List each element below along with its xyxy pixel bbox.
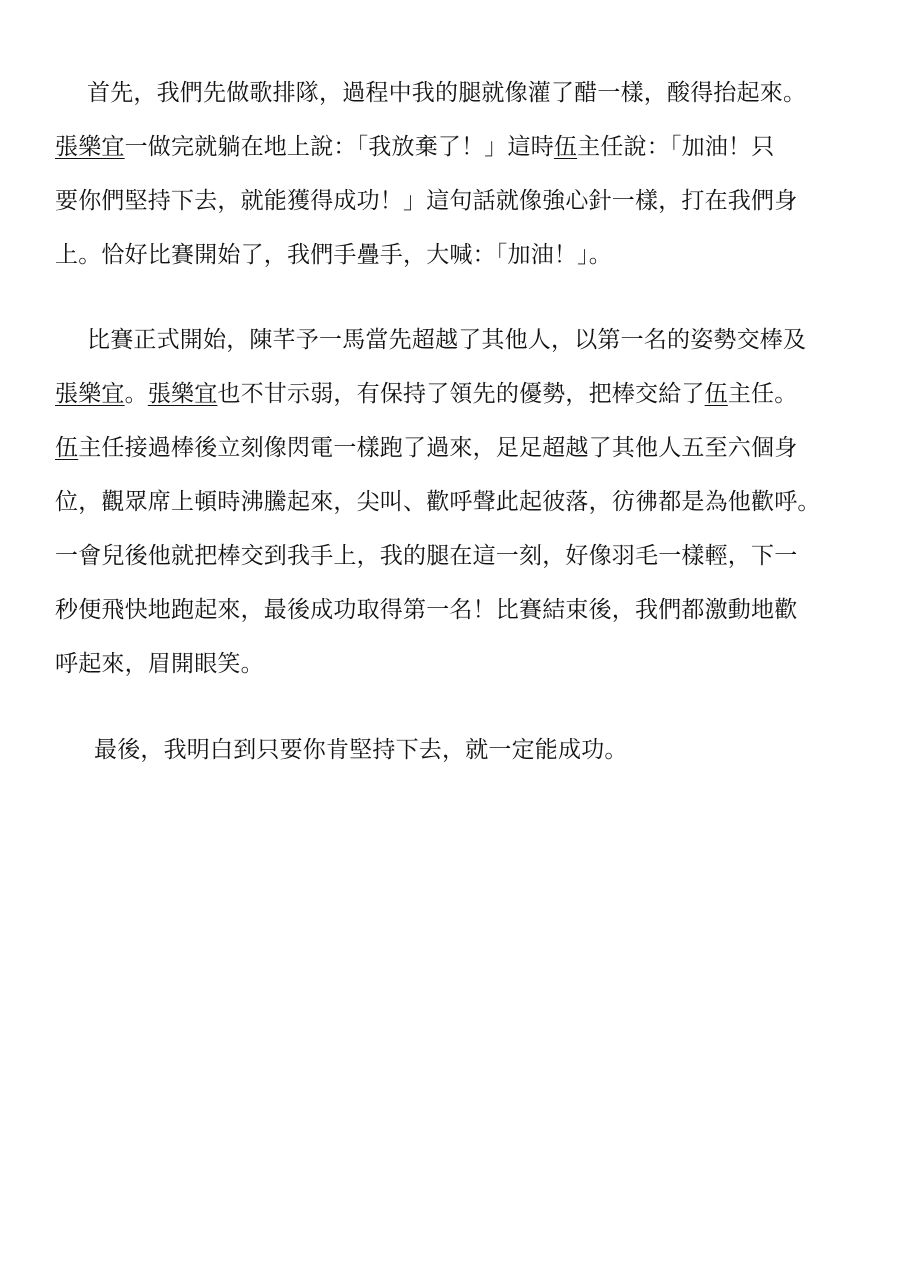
underlined-name: 張樂宜 [55,134,125,160]
text-line [55,475,855,529]
text-line [55,120,855,174]
text-run: 首先，我們先做歌排隊，過程中我的腿就像灌了醋一樣，酸得抬起來。 [87,80,807,106]
text-run: 主任說：「加油！只 [577,134,775,160]
text-line [55,313,855,367]
text-run: 一會兒後他就把棒交到我手上，我的腿在這一刻，好像羽毛一樣輕，下一 [55,543,798,569]
text-line [55,174,855,228]
paragraph-conclusion [55,723,855,777]
underlined-name: 張樂宜 [55,381,125,407]
text-run: 一做完就躺在地上說：「我放棄了！」這時 [124,134,554,160]
text-run: 位，觀眾席上頓時沸騰起來，尖叫、歡呼聲此起彼落，彷彿都是為他歡呼。 [55,489,821,515]
text-run: 呼起來，眉開眼笑。 [55,651,264,677]
text-run: 主任。 [727,381,798,407]
text-run: 最後，我明白到只要你肯堅持下去，就一定能成功。 [94,737,628,763]
underlined-name: 伍 [553,134,578,160]
text-run: 。 [124,381,148,407]
text-run: 比賽正式開始，陳芊予一馬當先超越了其他人，以第一名的姿勢交棒及 [87,327,807,353]
underlined-name: 伍 [55,435,79,461]
paragraph-preparation [55,66,855,282]
paragraph-race [55,313,855,691]
text-line [55,583,855,637]
text-line [55,723,855,777]
underlined-name: 伍 [704,381,728,407]
text-line [55,421,855,475]
text-run: 秒便飛快地跑起來，最後成功取得第一名！比賽結束後，我們都激動地歡 [55,597,798,623]
text-line [55,637,855,691]
text-line [55,228,855,282]
underlined-name: 張樂宜 [147,381,218,407]
text-line [55,529,855,583]
text-line [55,367,855,421]
text-run: 也不甘示弱，有保持了領先的優勢，把棒交給了 [217,381,705,407]
text-run: 主任接過棒後立刻像閃電一樣跑了過來，足足超越了其他人五至六個身 [78,435,798,461]
text-run: 要你們堅持下去，就能獲得成功！」這句話就像強心針一樣，打在我們身 [55,188,798,214]
text-line [55,66,855,120]
text-run: 上。恰好比賽開始了，我們手疊手，大喊：「加油！」。 [55,242,612,268]
